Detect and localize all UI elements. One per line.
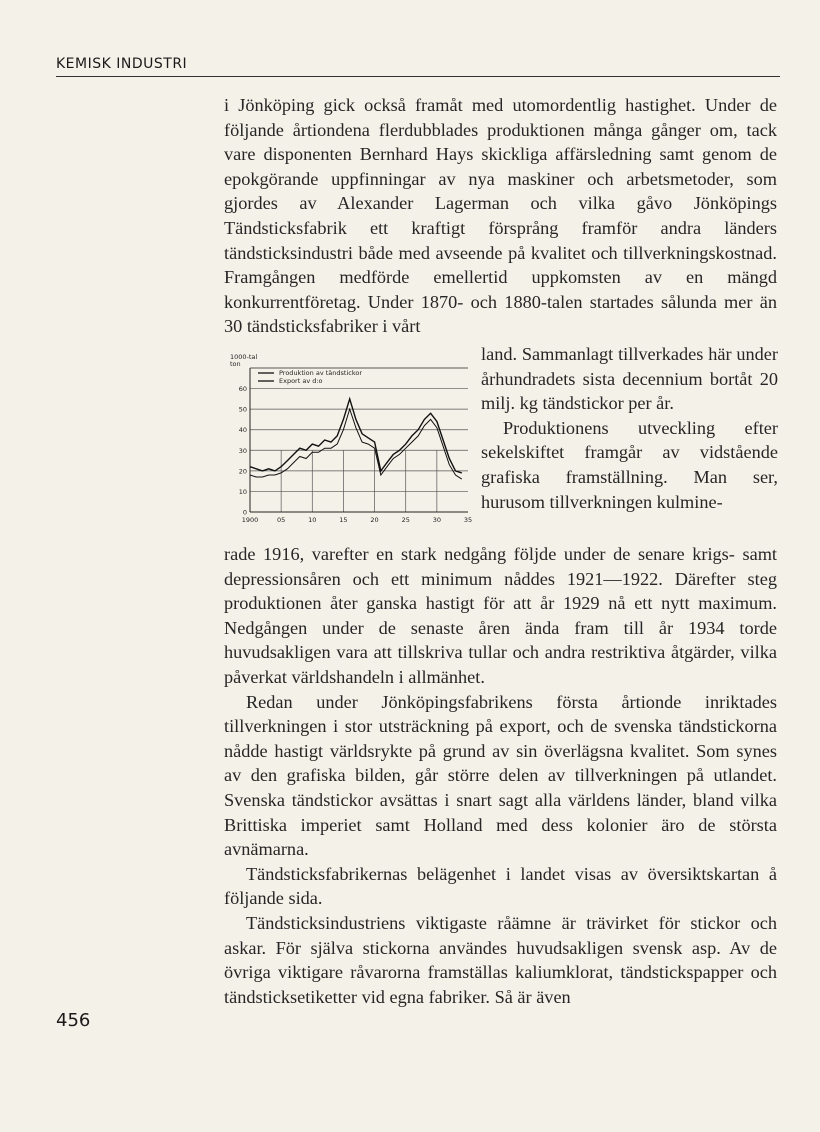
legend-label: Export av d:o <box>279 377 323 385</box>
top-text-block <box>224 93 777 339</box>
x-tick-label: 25 <box>401 516 410 524</box>
x-tick-label: 20 <box>370 516 379 524</box>
x-tick-label: 1900 <box>241 516 259 524</box>
legend-layer <box>258 369 362 385</box>
x-tick-label: 35 <box>463 516 473 524</box>
paragraph-export: Redan under Jönköpingsfabrikens första årtionde inriktades tillverkningen i stor utsträckning på export, och de svenska tändstickorna nådde hastigt världsrykte på grund av sin överlägsna kvalitet. Som synes av den grafiska bilden, går större delen av tillverkningen på utlandet. Svenska tändstickor avsättas i snart sagt alla världens länder, bland vilka Brittiska imperiet samt Holland med dess kolonier äro de största avnämarna. <box>224 691 777 860</box>
bottom-text-block <box>224 542 777 1009</box>
y-axis-label-line: 1000-tal <box>230 353 258 361</box>
paragraph-location: Tändsticksfabrikernas belägenhet i landet visas av översiktskartan å följande sida. <box>224 863 777 909</box>
series-line-production <box>250 399 462 473</box>
side-text-block <box>481 342 778 514</box>
grid-layer <box>250 389 468 512</box>
y-tick-label: 20 <box>238 467 247 476</box>
x-tick-label: 10 <box>308 516 317 524</box>
y-axis-label-line: ton <box>230 360 241 368</box>
y-tick-label: 40 <box>238 426 247 435</box>
side-paragraph-1: land. Sammanlagt tillverkades här under århundradets sista decennium bortåt 20 milj. kg tändstickor per år. <box>481 344 778 414</box>
y-tick-label: 60 <box>238 385 247 394</box>
y-tick-label: 30 <box>238 446 247 455</box>
chart-svg <box>224 348 476 532</box>
page-number: 456 <box>56 1010 91 1031</box>
x-tick-label: 30 <box>432 516 441 524</box>
side-paragraph-2: Produktionens utveckling efter sekelskiftet framgår av vidstående grafiska framställning. Man ser, hurusom tillverkningen kulmine- <box>481 417 778 512</box>
y-tick-label: 10 <box>238 487 247 496</box>
production-export-chart <box>224 348 476 532</box>
y-axis-label <box>230 353 257 368</box>
paragraph-continued: rade 1916, varefter en stark nedgång följde under de senare krigs- samt depressionsåren och ett minimum nåddes 1921—1922. Därefter steg produktionen åter ganska hastigt för att år 1929 nå ett nytt maximum. Nedgången under de senaste åren ända fram till år 1934 torde huvudsakligen vara att tillskriva tullar och andra restriktiva åtgärder, vilka påverkat världshandeln i allmänhet. <box>224 544 777 687</box>
paragraph-raw-materials: Tändsticksindustriens viktigaste råämne är trävirket för stickor och askar. För själva stickorna användes huvudsakligen svensk asp. Av de övriga viktigare råvarorna framställas kaliumklorat, tändstickspapper och tändsticksetiketter vid egna fabriker. Så är även <box>224 912 777 1007</box>
running-header: KEMISK INDUSTRI <box>56 56 188 72</box>
paragraph-top: i Jönköping gick också framåt med utomordentlig hastighet. Under de följande årtiondena flerdubblades produktionen många gånger om, tack vare disponenten Bernhard Hays skickliga affärsledning samt genom de epokgörande uppfinningar av nya maskiner och arbetsmetoder, som gjordes av Alexander Lagerman och vilka gåvo Jönköpings Tändsticksfabrik ett kraftigt försprång framför andra länders tändsticksindustri både med avseende på kvalitet och tillverkningskostnad. Framgången medförde emellertid uppkomsten av en mängd konkurrentföretag. Under 1870- och 1880-talen startades sålunda mer än 30 tändsticksfabriker i vårt <box>224 95 777 337</box>
y-tick-label: 0 <box>242 508 247 517</box>
x-tick-label: 05 <box>277 516 286 524</box>
legend-label: Produktion av tändstickor <box>279 369 363 377</box>
header-rule <box>56 76 780 77</box>
series-layer <box>250 399 462 479</box>
axis-layer <box>250 368 468 512</box>
x-tick-label: 15 <box>339 516 348 524</box>
y-tick-label: 50 <box>238 405 247 414</box>
